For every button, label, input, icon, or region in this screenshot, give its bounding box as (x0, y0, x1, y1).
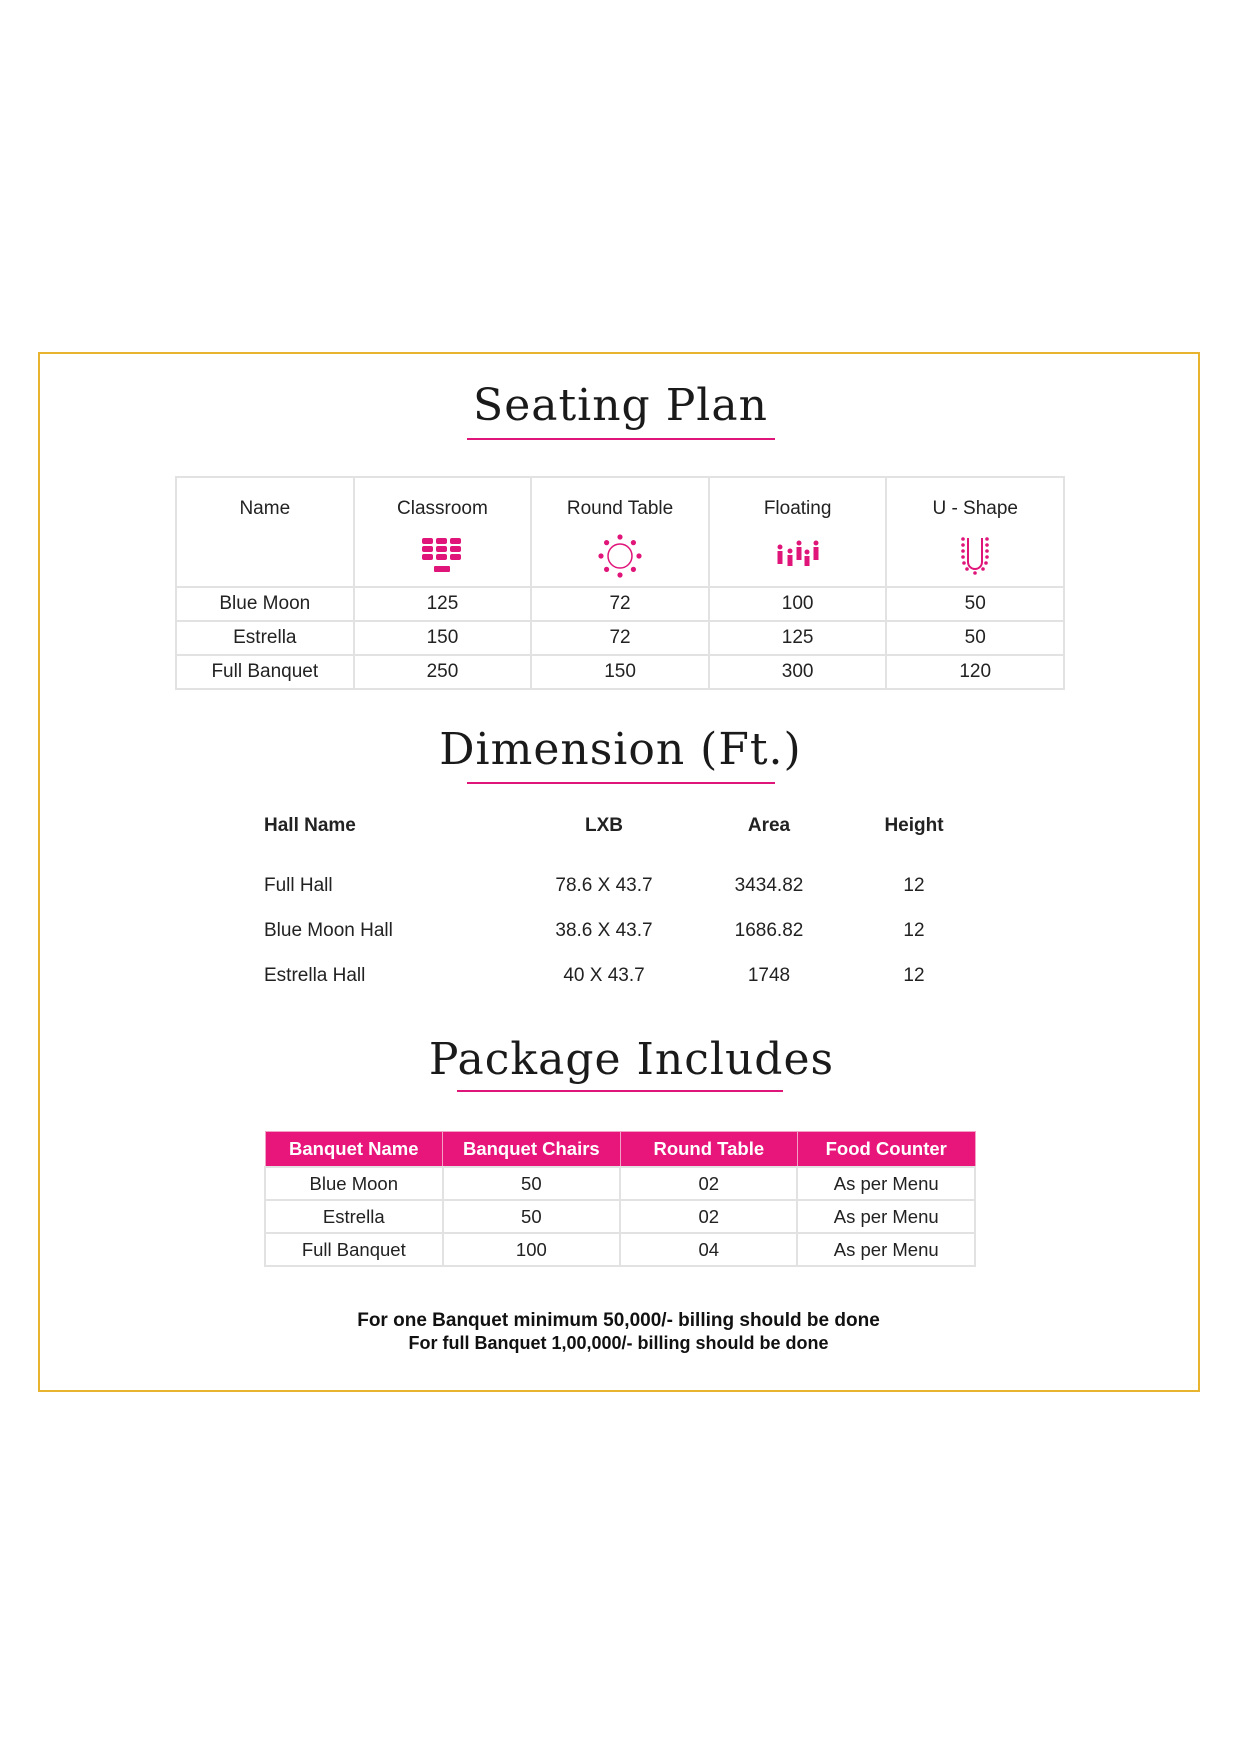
package-header-row: Banquet Name Banquet Chairs Round Table Food Counter (265, 1132, 975, 1168)
billing-note-1: For one Banquet minimum 50,000/- billing should be done (357, 1310, 880, 1331)
classroom-icon (420, 534, 464, 578)
seating-row: Estrella 150 72 125 50 (176, 621, 1064, 655)
package-table (264, 1131, 976, 1267)
seating-row: Blue Moon 125 72 100 50 (176, 587, 1064, 621)
package-row: Full Banquet 100 04 As per Menu (265, 1233, 975, 1266)
dimension-header-row: Hall Name LXB Area Height (264, 815, 944, 836)
seating-table (175, 476, 1065, 690)
seating-header-row (176, 477, 1064, 587)
dimension-spacer (264, 846, 984, 863)
seating-header-u-shape: U - Shape (886, 477, 1064, 587)
package-title-underline (457, 1090, 783, 1092)
dimension-title: Dimension (Ft.) (439, 724, 802, 775)
dimension-row: Full Hall 78.6 X 43.7 3434.82 12 (264, 874, 925, 896)
floating-icon (776, 534, 820, 578)
dimension-table (264, 806, 984, 998)
seating-header-name: Name (176, 477, 354, 587)
dimension-row: Estrella Hall 40 X 43.7 1748 12 (264, 964, 925, 986)
dimension-row: Blue Moon Hall 38.6 X 43.7 1686.82 12 (264, 919, 925, 941)
package-title: Package Includes (428, 1034, 835, 1085)
seating-header-round-table: Round Table (531, 477, 709, 587)
dimension-title-underline (467, 782, 775, 784)
seating-plan-title: Seating Plan (473, 380, 768, 431)
seating-header-floating: Floating (709, 477, 887, 587)
package-row: Estrella 50 02 As per Menu (265, 1200, 975, 1233)
package-row: Blue Moon 50 02 As per Menu (265, 1167, 975, 1200)
seating-header-classroom: Classroom (354, 477, 532, 587)
round-table-icon (598, 534, 642, 578)
u-shape-icon (953, 534, 997, 578)
seating-row: Full Banquet 250 150 300 120 (176, 655, 1064, 689)
seating-title-underline (467, 438, 775, 440)
billing-note-2: For full Banquet 1,00,000/- billing should be done (408, 1333, 829, 1353)
